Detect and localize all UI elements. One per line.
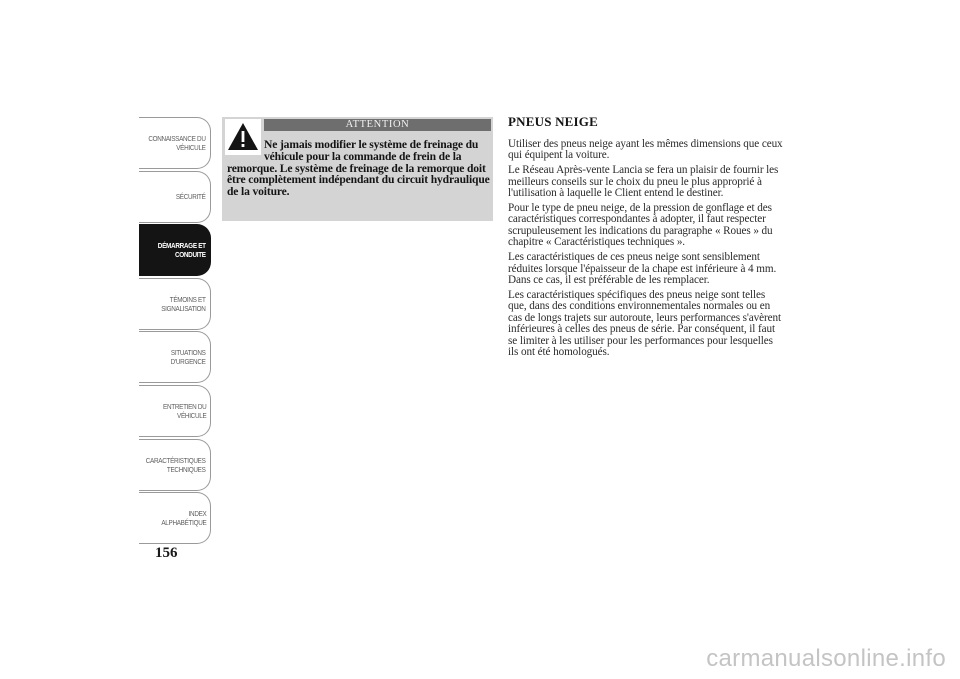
tab-temoins-et-signalisation[interactable]: [139, 278, 211, 330]
paragraph: Pour le type de pneu neige, de la pression de gonflage et des caractéristiques correspondantes à adopter, il faut respecter scrupuleusement les indications du paragraphe « Roues » du chapitre « Caractéristiques techniques ».: [508, 202, 773, 249]
tab-demarrage-et-conduite[interactable]: [139, 224, 211, 276]
tab-situations-d-urgence[interactable]: [139, 331, 211, 383]
tab-connaissance-du-vehicule[interactable]: [139, 117, 211, 169]
paragraph: Les caractéristiques spécifiques des pneus neige sont telles que, dans des conditions environnementales normales ou en cas de longs trajets sur autoroute, leurs performances s'avèrent inférieures à celles des pneus de série. Par conséquent, il faut se limiter à les utiliser pour les performances pour lesquelles ils ont été homologués.: [508, 288, 782, 358]
tab-label: SITUATIONS D'URGENCE: [171, 348, 206, 367]
tab-label: SÉCURITÉ: [176, 192, 206, 202]
tab-securite[interactable]: [139, 171, 211, 223]
tab-entretien-du-vehicule[interactable]: [139, 385, 211, 437]
warning-text: Ne jamais modifier le système de freinage du véhicule pour la commande de frein de la remorque. Le système de freinage de la remorque doit être complètement indépendant du circuit hydraulique de la voiture.: [227, 138, 490, 199]
tab-label: TÉMOINS ET SIGNALISATION: [161, 294, 206, 313]
tab-index-alphabetique[interactable]: [139, 492, 211, 544]
page-number: 156: [155, 545, 178, 561]
tab-label: CONNAISSANCE DU VÉHICULE: [148, 134, 206, 152]
chapter-tabs: [139, 117, 211, 546]
tab-label: DÉMARRAGE ET CONDUITE: [158, 241, 206, 260]
paragraph: Le Réseau Après-vente Lancia se fera un plaisir de fournir les meilleurs conseils sur le choix du pneu le plus approprié à l'utilisation à laquelle le Client entend le destiner.: [508, 164, 779, 200]
tab-label: CARACTÉRISTIQUES TECHNIQUES: [146, 455, 206, 474]
paragraph: Utiliser des pneus neige ayant les mêmes dimensions que ceux qui équipent la voiture.: [508, 138, 783, 162]
section-body: [508, 139, 784, 362]
paragraph: Les caractéristiques de ces pneus neige sont sensiblement réduites lorsque l'épaisseur de la chape est inférieure à 4 mm. Dans ce cas, il est préférable de les remplacer.: [508, 251, 777, 286]
warning-box: [222, 117, 493, 221]
tab-label: ENTRETIEN DU VÉHICULE: [162, 401, 206, 420]
tab-label: INDEX ALPHABÉTIQUE: [160, 509, 206, 528]
watermark: carmanualsonline.info: [706, 645, 946, 672]
tab-caracteristiques-techniques[interactable]: [139, 439, 211, 491]
section-title: PNEUS NEIGE: [508, 114, 598, 129]
warning-title: ATTENTION: [264, 119, 491, 131]
